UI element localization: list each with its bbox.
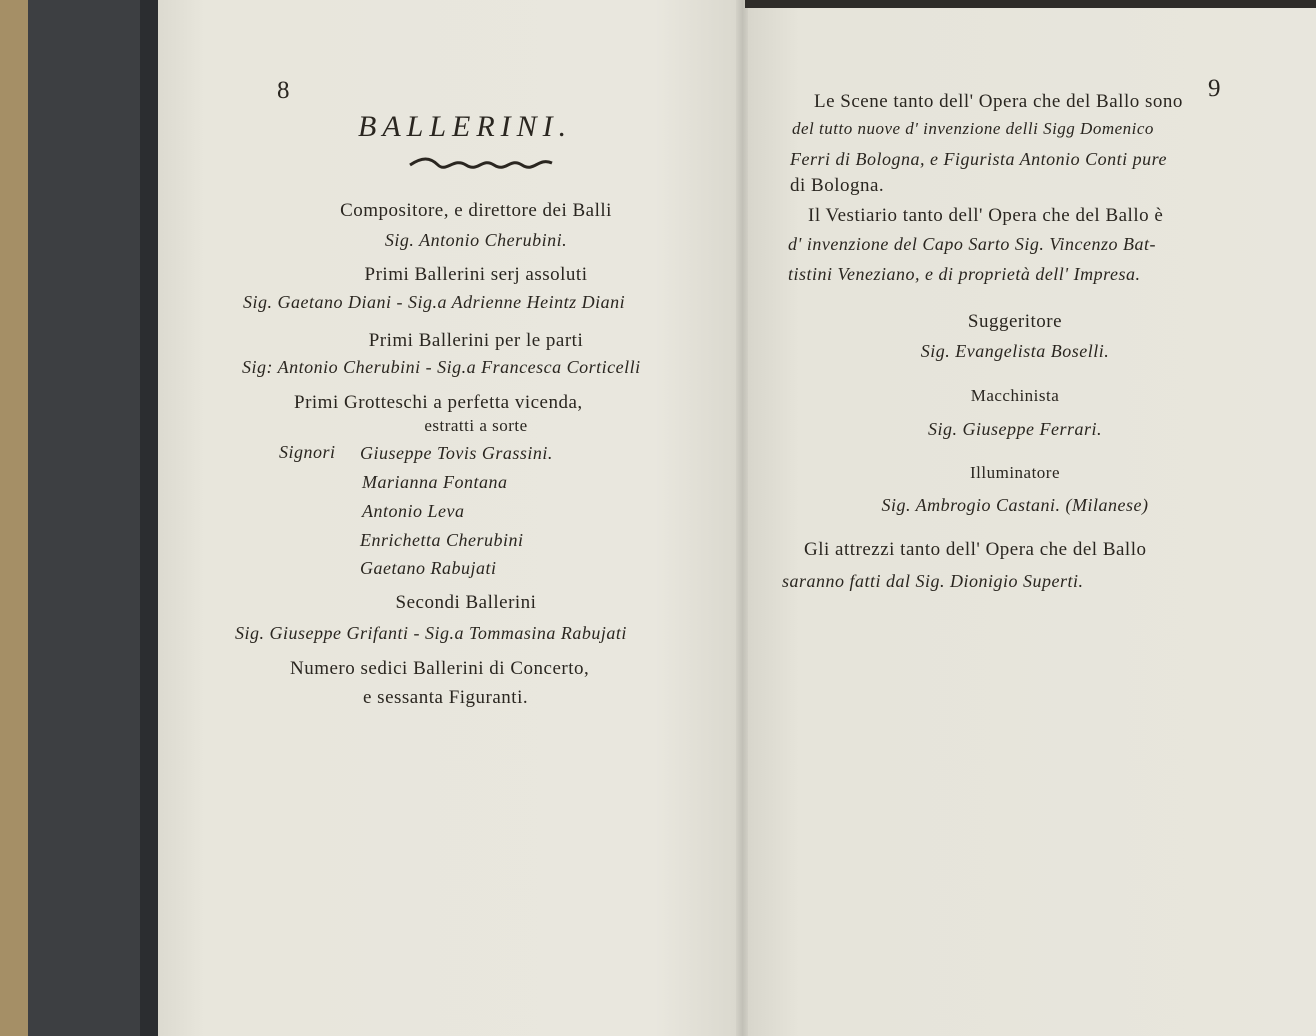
top-shadow <box>745 0 1316 8</box>
name-ferrari: Sig. Giuseppe Ferrari. <box>928 419 1102 439</box>
name-grassini: Giuseppe Tovis Grassini. <box>360 443 553 463</box>
scene-line-4: di Bologna. <box>790 175 885 196</box>
label-signori: Signori <box>279 442 336 462</box>
line-primi-ballerini-parti: Primi Ballerini per le parti <box>368 330 584 351</box>
scene-line-2: del tutto nuove d' invenzione delli Sigg Domenico <box>792 119 1154 138</box>
label-suggeritore: Suggeritore <box>967 311 1063 332</box>
line-diani: Sig. Gaetano Diani - Sig.a Adrienne Heintz Diani <box>243 292 626 312</box>
name-fontana: Marianna Fontana <box>362 472 508 492</box>
background-tan <box>0 0 30 1036</box>
name-enrichetta-cherubini: Enrichetta Cherubini <box>360 530 524 550</box>
line-compositore: Compositore, e direttore dei Balli <box>340 200 612 221</box>
left-page-title: BALLERINI. <box>358 110 573 143</box>
name-rabujati: Gaetano Rabujati <box>360 558 497 578</box>
book-gutter <box>736 0 748 1036</box>
ornament-flourish <box>408 155 554 171</box>
vestiario-line-3: tistini Veneziano, e di proprietà dell' Impresa. <box>788 264 1141 284</box>
line-primi-ballerini-serj: Primi Ballerini serj assoluti <box>364 264 588 285</box>
line-corticelli: Sig: Antonio Cherubini - Sig.a Francesca Corticelli <box>242 357 641 377</box>
scene-line-3: Ferri di Bologna, e Figurista Antonio Conti pure <box>790 149 1167 169</box>
line-estratti: estratti a sorte <box>424 416 528 435</box>
name-castani: Sig. Ambrogio Castani. (Milanese) <box>881 495 1149 515</box>
line-cherubini: Sig. Antonio Cherubini. <box>384 230 568 250</box>
label-macchinista: Macchinista <box>970 386 1060 405</box>
attrezzi-line-1: Gli attrezzi tanto dell' Opera che del Ballo <box>804 539 1147 560</box>
attrezzi-line-2: saranno fatti dal Sig. Dionigio Superti. <box>782 571 1084 591</box>
line-numero-sedici: Numero sedici Ballerini di Concerto, <box>290 658 590 679</box>
vestiario-line-1: Il Vestiario tanto dell' Opera che del Ballo è <box>808 205 1164 226</box>
scene-line-1: Le Scene tanto dell' Opera che del Ballo sono <box>814 91 1183 112</box>
line-secondi-ballerini: Secondi Ballerini <box>395 592 537 613</box>
label-illuminatore: Illuminatore <box>969 463 1061 482</box>
vestiario-line-2: d' invenzione del Capo Sarto Sig. Vincenzo Bat- <box>788 234 1156 254</box>
line-sessanta-figuranti: e sessanta Figuranti. <box>363 687 529 708</box>
line-grifanti: Sig. Giuseppe Grifanti - Sig.a Tommasina Rabujati <box>235 623 627 643</box>
left-page-number: 8 <box>277 77 290 104</box>
line-primi-grotteschi: Primi Grotteschi a perfetta vicenda, <box>294 392 583 413</box>
right-page-number: 9 <box>1208 75 1221 102</box>
name-boselli: Sig. Evangelista Boselli. <box>920 341 1110 361</box>
name-leva: Antonio Leva <box>362 501 465 521</box>
